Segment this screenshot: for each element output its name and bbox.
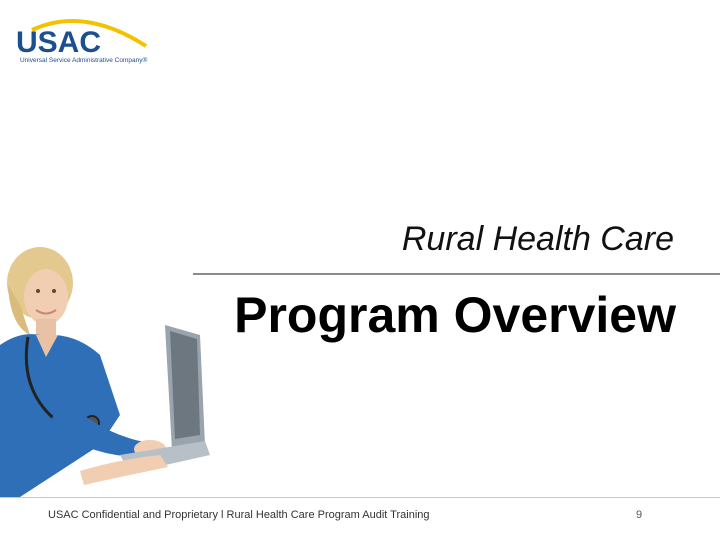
logo-tagline: Universal Service Administrative Company®	[20, 57, 148, 64]
slide-title: Program Overview	[234, 287, 676, 343]
usac-logo	[14, 12, 164, 72]
footer-text: USAC Confidential and Proprietary l Rural Health Care Program Audit Training	[48, 509, 430, 521]
logo-wordmark: USAC	[16, 26, 102, 59]
footer-divider	[0, 497, 720, 498]
face	[24, 269, 68, 325]
title-divider	[193, 273, 720, 275]
nurse-with-laptop-photo	[0, 245, 210, 497]
page-number: 9	[636, 509, 643, 521]
slide-subtitle: Rural Health Care	[401, 220, 674, 258]
